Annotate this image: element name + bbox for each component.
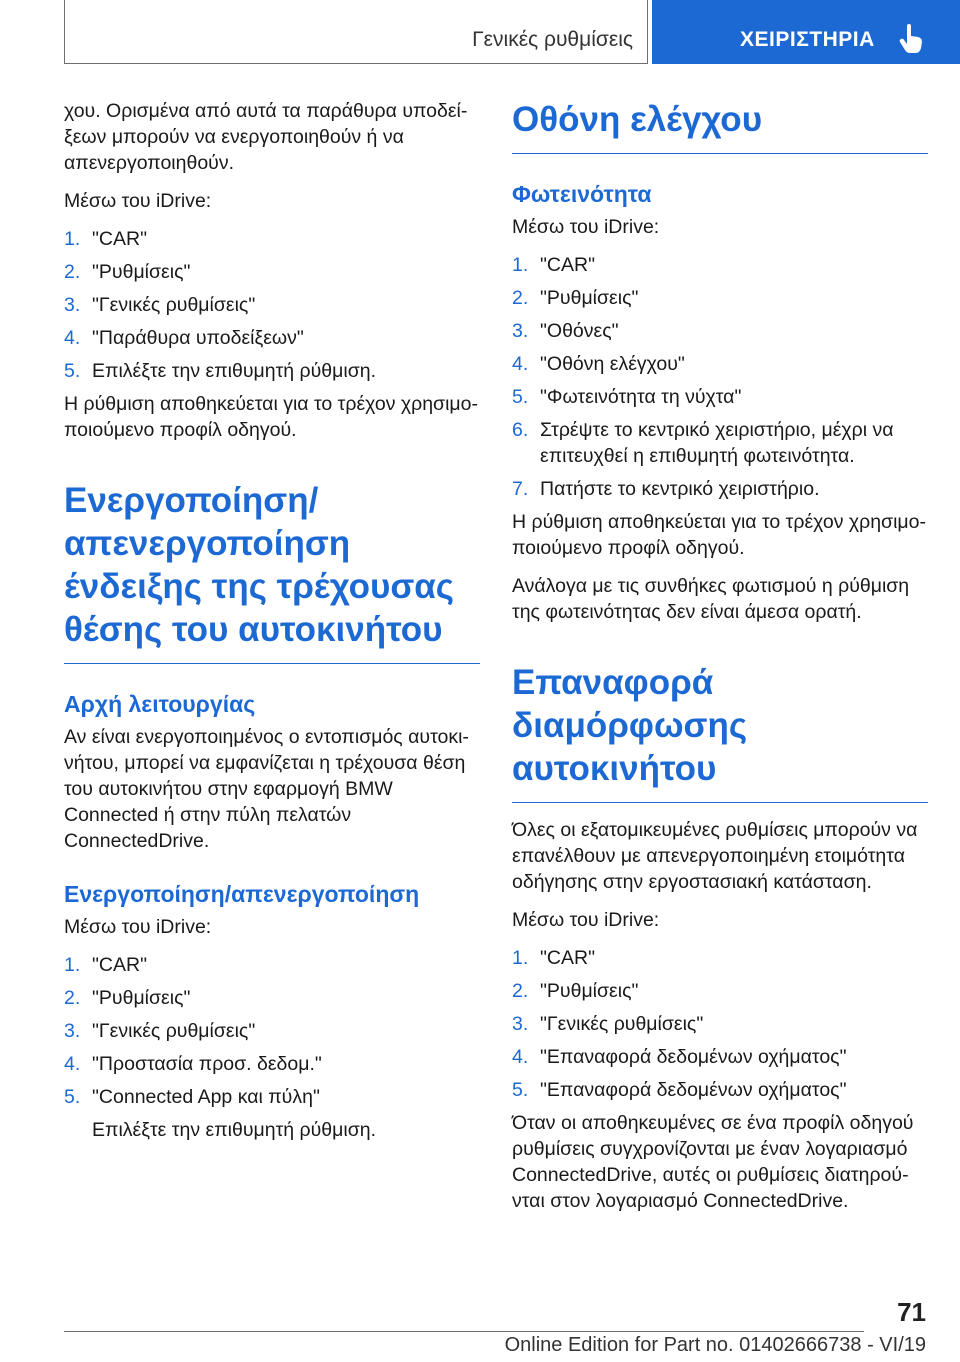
- note-paragraph: Η ρύθμιση αποθηκεύεται για το τρέχον χρησιμοποιούμενο προφίλ οδηγού.: [512, 511, 927, 559]
- step-number: 3.: [512, 320, 529, 342]
- list-item: [64, 226, 480, 252]
- principle-paragraph: Αν είναι ενεργοποιημένος ο εντοπισμός αυτοκινήτου, μπορεί να εμφανίζεται η τρέχουσα θέση του αυτοκινήτου στην εφαρμογή BMW Connected ή στην πύλη πελατών ConnectedDrive.: [64, 726, 469, 852]
- step-number: 2.: [64, 987, 81, 1009]
- steps-list: [512, 252, 928, 502]
- list-item: [64, 952, 480, 978]
- via-idrive-text: Μέσω του iDrive:: [64, 916, 212, 938]
- list-item: [64, 985, 480, 1011]
- page-number: 71: [897, 1297, 926, 1327]
- step-number: 6.: [512, 419, 529, 441]
- step-number: 3.: [64, 1020, 81, 1042]
- step-number: 2.: [64, 261, 81, 283]
- reset-intro-paragraph: Όλες οι εξατομικευμένες ρυθμίσεις μπορούν να επανέλθουν με απενεργοποιημένη ετοιμότητα οδήγησης στην εργοστασιακή κατάσταση.: [512, 819, 918, 893]
- step-text: "CAR": [92, 954, 148, 976]
- note-paragraph: Ανάλογα με τις συνθήκες φωτισμού η ρύθμιση της φωτεινότητας δεν είναι άμεσα ορατή.: [512, 575, 910, 623]
- subheading: Φωτεινότητα: [512, 181, 652, 207]
- step-text: Πατήστε το κεντρικό χειριστήριο.: [540, 478, 820, 500]
- step-number: 2.: [512, 287, 529, 309]
- step-text: "Connected App και πύλη": [92, 1086, 320, 1108]
- step-text: "Γενικές ρυθμίσεις": [92, 1020, 256, 1042]
- step-text: "Παράθυρα υποδείξεων": [92, 327, 304, 349]
- section-title: Γενικές ρυθμίσεις: [472, 28, 633, 51]
- step-text: "CAR": [540, 947, 596, 969]
- final-instruction: Επιλέξτε την επιθυμητή ρύθμιση.: [92, 1119, 376, 1141]
- list-item: [512, 1011, 928, 1037]
- step-text: "Επαναφορά δεδομένων οχήματος": [540, 1079, 847, 1101]
- via-idrive-text: Μέσω του iDrive:: [512, 216, 660, 238]
- step-number: 7.: [512, 478, 529, 500]
- list-item: [512, 252, 928, 278]
- edition-text: Online Edition for Part no. 01402666738 - VI/19: [504, 1334, 926, 1356]
- list-item: [512, 351, 928, 377]
- header-tab-controls[interactable]: [652, 0, 960, 64]
- via-idrive-text: Μέσω του iDrive:: [64, 190, 212, 212]
- note-paragraph: Η ρύθμιση αποθηκεύεται για το τρέχον χρησιμοποιούμενο προφίλ οδηγού.: [64, 393, 479, 441]
- step-text: "CAR": [92, 228, 148, 250]
- list-item: [512, 1044, 928, 1070]
- list-item: [64, 292, 480, 318]
- step-number: 1.: [512, 947, 529, 969]
- step-number: 5.: [64, 1086, 81, 1108]
- step-number: 4.: [512, 1046, 529, 1068]
- step-text: "Γενικές ρυθμίσεις": [92, 294, 256, 316]
- list-item: [512, 945, 928, 971]
- final-paragraph: Όταν οι αποθηκευμένες σε ένα προφίλ οδηγού ρυθμίσεις συγχρονίζονται με έναν λογαριασμό ConnectedDrive, αυτές οι ρυθμίσεις διατηρούνται στον λογαριασμό ConnectedDrive.: [512, 1112, 914, 1212]
- list-item: [64, 1051, 480, 1077]
- tab-label: ΧΕΙΡΙΣΤΗΡΙΑ: [740, 28, 875, 51]
- hand-pointer-icon: [898, 24, 924, 54]
- list-item: [64, 325, 480, 351]
- left-column: [64, 98, 480, 1155]
- step-text: "Προστασία προσ. δεδομ.": [92, 1053, 322, 1075]
- steps-list: [512, 945, 928, 1103]
- step-text: "Φωτεινότητα τη νύχτα": [540, 386, 742, 408]
- step-text: "Ρυθμίσεις": [92, 261, 191, 283]
- step-text: "Οθόνη ελέγχου": [540, 353, 685, 375]
- footer-divider: [64, 1331, 864, 1332]
- step-number: 1.: [64, 228, 81, 250]
- list-item: [64, 1018, 480, 1044]
- list-item: [512, 384, 928, 410]
- step-number: 3.: [64, 294, 81, 316]
- list-item: [512, 476, 928, 502]
- step-text: Στρέψτε το κεντρικό χειριστήριο, μέχρι να επιτευχθεί η επιθυμητή φωτεινότητα.: [540, 419, 894, 467]
- steps-list: [64, 226, 480, 384]
- intro-paragraph: χου. Ορισμένα από αυτά τα παράθυρα υποδείξεων μπορούν να ενεργοποιηθούν ή να απενεργοποιηθούν.: [64, 100, 468, 174]
- step-number: 4.: [64, 1053, 81, 1075]
- subheading: Αρχή λειτουργίας: [64, 691, 256, 717]
- section-heading: Επαναφορά διαμόρφωσης αυτοκινήτου: [512, 661, 928, 803]
- step-number: 4.: [512, 353, 529, 375]
- via-idrive-text: Μέσω του iDrive:: [512, 909, 660, 931]
- step-text: "Επαναφορά δεδομένων οχήματος": [540, 1046, 847, 1068]
- header-section-box: [64, 0, 648, 64]
- step-number: 5.: [512, 1079, 529, 1101]
- step-number: 2.: [512, 980, 529, 1002]
- list-item: [512, 318, 928, 344]
- step-text: "CAR": [540, 254, 596, 276]
- step-number: 3.: [512, 1013, 529, 1035]
- right-column: [512, 98, 928, 1226]
- list-item: [64, 1084, 480, 1110]
- step-text: Επιλέξτε την επιθυμητή ρύθμιση.: [92, 360, 376, 382]
- step-number: 1.: [512, 254, 529, 276]
- section-heading: Ενεργοποίηση/ απενεργοποίηση ένδειξης της τρέχουσας θέσης του αυτοκινήτου: [64, 479, 480, 664]
- step-text: "Ρυθμίσεις": [540, 287, 639, 309]
- list-item: [64, 259, 480, 285]
- step-text: "Ρυθμίσεις": [92, 987, 191, 1009]
- list-item: [512, 285, 928, 311]
- step-text: "Οθόνες": [540, 320, 619, 342]
- step-number: 5.: [512, 386, 529, 408]
- subheading: Ενεργοποίηση/απενεργοποίηση: [64, 881, 420, 907]
- step-number: 1.: [64, 954, 81, 976]
- list-item: [64, 358, 480, 384]
- list-item: [512, 978, 928, 1004]
- step-text: "Γενικές ρυθμίσεις": [540, 1013, 704, 1035]
- list-item: [512, 1077, 928, 1103]
- list-item: [512, 417, 928, 469]
- section-heading: Οθόνη ελέγχου: [512, 98, 928, 154]
- step-number: 4.: [64, 327, 81, 349]
- step-text: "Ρυθμίσεις": [540, 980, 639, 1002]
- step-number: 5.: [64, 360, 81, 382]
- steps-list: [64, 952, 480, 1110]
